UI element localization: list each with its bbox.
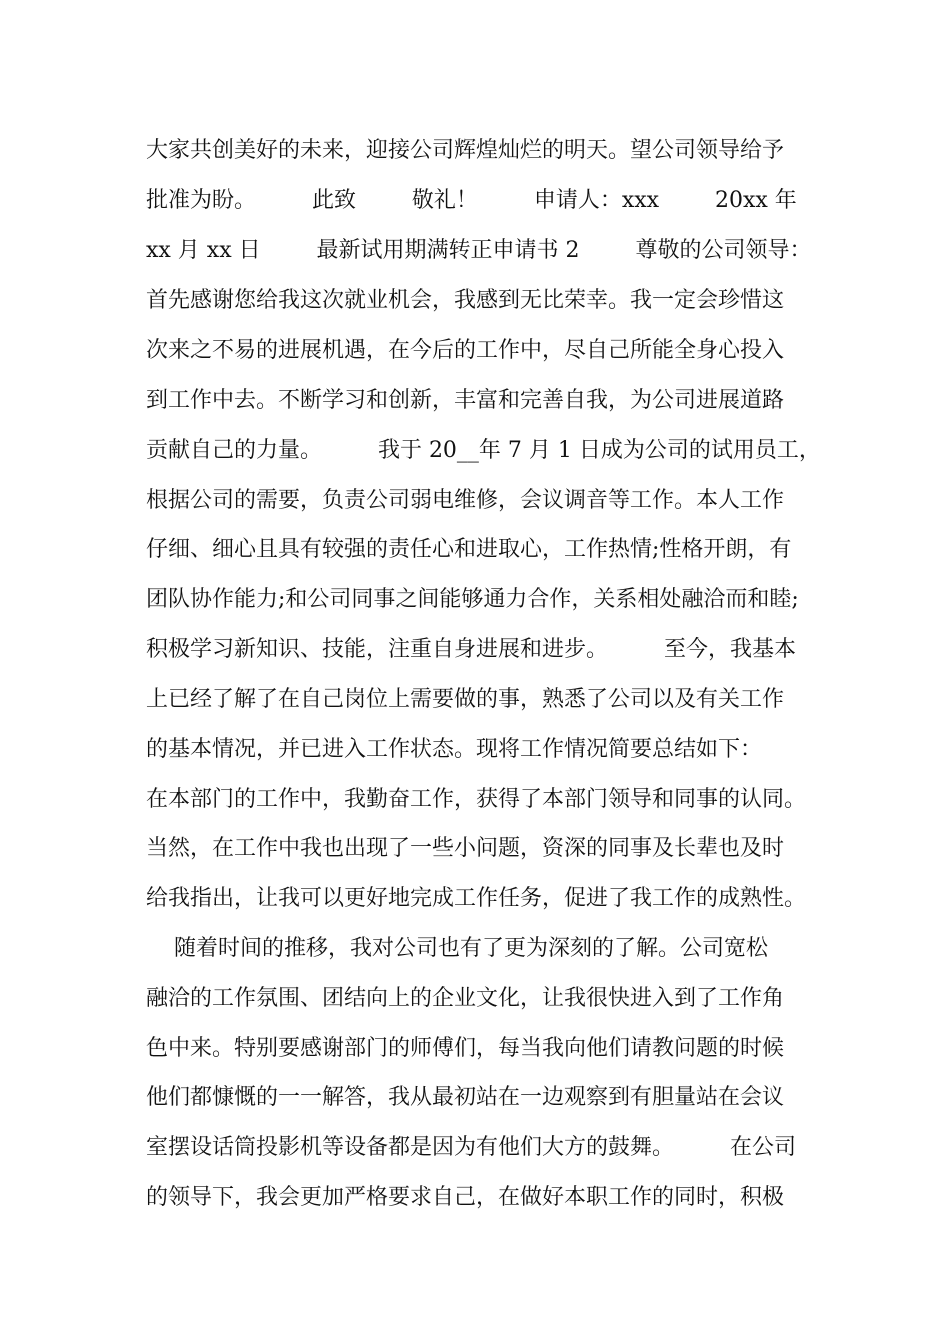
text-line: 根据公司的需要，负责公司弱电维修，会议调音等工作。本人工作: [146, 488, 785, 513]
text-line: 在本部门的工作中，我勤奋工作，获得了本部门领导和同事的认同。: [146, 787, 807, 812]
text-line: 融洽的工作氛围、团结向上的企业文化，让我很快进入到了工作角: [146, 986, 785, 1011]
text-line: 给我指出，让我可以更好地完成工作任务，促进了我工作的成熟性。: [146, 886, 807, 911]
text-line: 仔细、细心且具有较强的责任心和进取心，工作热情;性格开朗，有: [146, 537, 792, 562]
text-line: 上已经了解了在自己岗位上需要做的事，熟悉了公司以及有关工作: [146, 687, 785, 712]
text-line: 当然，在工作中我也出现了一些小问题，资深的同事及长辈也及时: [146, 836, 785, 861]
text-line: 到工作中去。不断学习和创新，丰富和完善自我，为公司进展道路: [146, 388, 785, 413]
text-line: 的领导下，我会更加严格要求自己，在做好本职工作的同时，积极: [146, 1185, 785, 1210]
text-line: xx 月 xx 日 最新试用期满转正申请书 2 尊敬的公司领导：: [146, 238, 812, 263]
text-line: 大家共创美好的未来，迎接公司辉煌灿烂的明天。望公司领导给予: [146, 138, 785, 163]
text-line: 首先感谢您给我这次就业机会，我感到无比荣幸。我一定会珍惜这: [146, 288, 785, 313]
text-line: 贡献自己的力量。 我于 20__年 7 月 1 日成为公司的试用员工，: [146, 438, 821, 463]
text-line: 团队协作能力;和公司同事之间能够通力合作，关系相处融洽而和睦;: [146, 587, 799, 612]
text-line: 随着时间的推移，我对公司也有了更为深刻的了解。公司宽松: [146, 936, 768, 961]
text-line: 室摆设话筒投影机等设备都是因为有他们大方的鼓舞。 在公司: [146, 1135, 796, 1160]
text-line: 批准为盼。 此致 敬礼！ 申请人：xxx 20xx 年: [146, 188, 797, 213]
text-line: 积极学习新知识、技能，注重自身进展和进步。 至今，我基本: [146, 637, 796, 662]
text-line: 次来之不易的进展机遇，在今后的工作中，尽自己所能全身心投入: [146, 338, 785, 363]
text-line: 色中来。特别要感谢部门的师傅们，每当我向他们请教问题的时候: [146, 1036, 785, 1061]
text-line: 的基本情况，并已进入工作状态。现将工作情况简要总结如下：: [146, 737, 763, 762]
text-line: 他们都慷慨的一一解答，我从最初站在一边观察到有胆量站在会议: [146, 1085, 785, 1110]
